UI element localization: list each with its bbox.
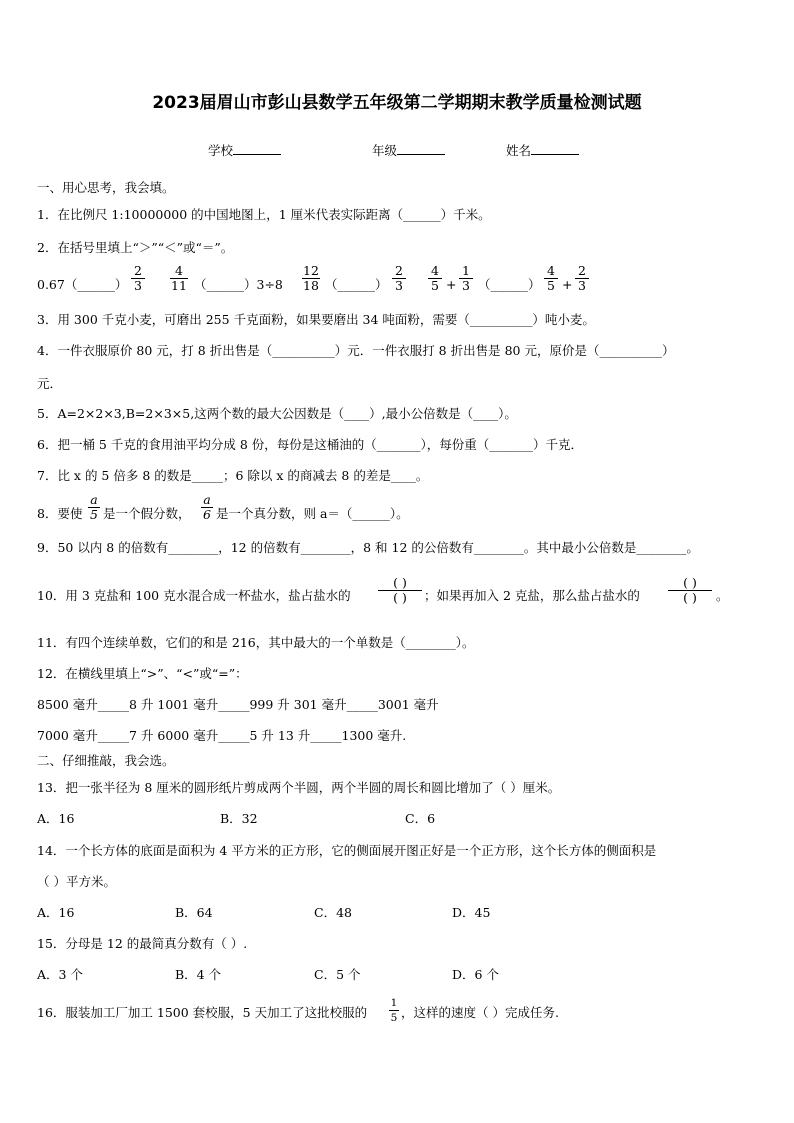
q14-option-c[interactable]: C．48 <box>314 905 352 920</box>
fraction: $\frac{12}{18}$ <box>303 263 319 293</box>
question-5: 5．A=2×2×3,B=2×3×5,这两个数的最大公因数是（____）,最小公倍数是（____）。 <box>37 406 517 421</box>
question-12: 12．在横线里填上“>”、“<”或“=”： <box>37 666 248 681</box>
q14-option-b[interactable]: B．64 <box>175 905 213 920</box>
question-13: 13．把一张半径为 8 厘米的圆形纸片剪成两个半圆，两个半圆的周长和圆比增加了（ ）厘米。 <box>37 780 561 795</box>
page-title: 2023届眉山市彭山县数学五年级第二学期期末教学质量检测试题 <box>152 93 642 113</box>
name-field: 姓名 <box>506 141 579 159</box>
blank-fraction[interactable]: ( ) ( ) <box>668 576 712 605</box>
plus-sign: + <box>446 277 457 292</box>
question-12-row-1: 8500 毫升_____8 升 1001 毫升_____999 升 301 毫升_____3001 毫升 <box>37 697 439 712</box>
q13-option-b[interactable]: B．32 <box>220 811 258 826</box>
fraction: $\frac{4}{11}$ <box>171 263 187 293</box>
grade-blank[interactable] <box>397 142 445 155</box>
q15-option-c[interactable]: C．5 个 <box>314 967 361 982</box>
q15-option-a[interactable]: A．3 个 <box>37 967 83 982</box>
question-2: 2．在括号里填上“＞”“＜”或“＝”。 <box>37 240 234 255</box>
fraction: $\frac{1}{5}$ <box>390 997 398 1024</box>
question-9: 9．50 以内 8 的倍数有________，12 的倍数有________，8 和 12 的公倍数有________。其中最小公倍数是________。 <box>37 540 699 555</box>
question-6: 6．把一桶 5 千克的食用油平均分成 8 份，每份是这桶油的（_______），每份重（_______）千克． <box>37 437 584 452</box>
fraction: $\frac{2}{3}$ <box>575 264 589 293</box>
fraction: $\frac{1}{3}$ <box>459 264 473 293</box>
q14-option-d[interactable]: D．45 <box>452 905 491 920</box>
fraction: $\frac{4}{5}$ <box>544 264 558 293</box>
question-14: 14．一个长方体的底面是面积为 4 平方米的正方形，它的侧面展开图正好是一个正方形，这个长方体的侧面积是 <box>37 843 657 858</box>
q15-option-d[interactable]: D．6 个 <box>452 967 499 982</box>
q2-item-a: 0.67（______） <box>37 277 128 292</box>
fraction: $\frac{4}{5}$ <box>428 264 442 293</box>
question-4-cont: 元． <box>37 376 63 391</box>
plus-sign: + <box>562 277 573 292</box>
q2-item-b: （______）3÷8 <box>194 277 283 292</box>
name-blank[interactable] <box>531 142 579 155</box>
school-blank[interactable] <box>233 142 281 155</box>
q2-item-c: （______） <box>325 277 388 292</box>
grade-field: 年级 <box>372 141 445 159</box>
question-7: 7．比 x 的 5 倍多 8 的数是_____；6 除以 x 的商减去 8 的差是____。 <box>37 468 429 483</box>
fraction: $\frac{2}{3}$ <box>131 264 145 293</box>
question-3: 3．用 300 千克小麦，可磨出 255 千克面粉，如果要磨出 34 吨面粉，需要（__________）吨小麦。 <box>37 312 595 327</box>
question-11: 11．有四个连续单数，它们的和是 216，其中最大的一个单数是（________）。 <box>37 635 475 650</box>
section-1-heading: 一、用心思考，我会填。 <box>37 180 175 195</box>
school-field: 学校 <box>208 141 281 159</box>
question-12-row-2: 7000 毫升_____7 升 6000 毫升_____5 升 13 升_____1300 毫升. <box>37 728 407 743</box>
q13-option-c[interactable]: C．6 <box>405 811 436 826</box>
question-14-cont: （ ）平方米。 <box>37 874 116 889</box>
question-15: 15．分母是 12 的最简真分数有（ ）. <box>37 936 248 951</box>
q2-item-d: （______） <box>478 277 541 292</box>
question-4: 4．一件衣服原价 80 元，打 8 折出售是（__________）元．一件衣服打 8 折出售是 80 元，原价是（__________） <box>37 343 675 358</box>
q14-option-a[interactable]: A．16 <box>37 905 75 920</box>
fraction: $\frac{2}{3}$ <box>392 264 406 293</box>
question-1: 1．在比例尺 1:10000000 的中国地图上，1 厘米代表实际距离（______）千米。 <box>37 207 491 222</box>
section-2-heading: 二、仔细推敲，我会选。 <box>37 753 175 768</box>
q15-option-b[interactable]: B．4 个 <box>175 967 222 982</box>
exam-page: 2023届眉山市彭山县数学五年级第二学期期末教学质量检测试题 学校 年级 姓名 一、用心思考，我会填。 1．在比例尺 1:10000000 的中国地图上，1 厘米代表实际距离（______）千米。 2．在括号里填上“＞”“＜”或“＝”。 0.67（______） $\frac{2}{3}$ $\frac{4}{11}$ （______）3÷8 $\frac{12}{18}$ （______） $\frac{2}{3}$ $\frac{4}{5}$ + $\frac{1}{3}$ （______） $\frac{4}{5}$ + $\frac{2}{3}$ 3．用 300 千克小麦，可磨出 255 千克面粉，如果要磨出 34 吨面粉，需要（__________）吨小麦。 4．一件衣服原价 80 元，打 8 折出售是（__________）元．一件衣服打 8 折出售是 80 元，原价是（__________） 元． 5．A=2×2×3,B=2×3×5,这两个数的最大公因数是（____）,最小公倍数是（____）。 6．把一桶 5 千克的食用油平均分成 8 份，每份是这桶油的（_______），每份重（_______）千克． 7．比 x 的 5 倍多 8 的数是_____；6 除以 x 的商减去 8 的差是____。 8．要使 $\frac{a}{5}$ 是一个假分数， $\frac{a}{6}$ 是一个真分数，则 a＝（______）。 9．50 以内 8 的倍数有________，12 的倍数有________，8 和 12 的公倍数有________。其中最小公倍数是________。 10．用 3 克盐和 100 克水混合成一杯盐水，盐占盐水的 ( ) ( ) ；如果再加入 2 克盐，那么盐占盐水的 ( ) ( ) 。 11．有四个连续单数，它们的和是 216，其中最大的一个单数是（________）。 12．在横线里填上“>”、“<”或“=”： 8500 毫升_____8 升 1001 毫升_____999 升 301 毫升_____3001 毫升 7000 毫升_____7 升 6000 毫升_____5 升 13 升_____1300 毫升. 二、仔细推敲，我会选。 13．把一张半径为 8 厘米的圆形纸片剪成两个半圆，两个半圆的周长和圆比增加了（ ）厘米。 A．16 B．32 C．6 14．一个长方体的底面是面积为 4 平方米的正方形，它的侧面展开图正好是一个正方形，这个长方体的侧面积是 （ ）平方米。 A．16 B．64 C．48 D．45 15．分母是 12 的最简真分数有（ ）. A．3 个 B．4 个 C．5 个 D．6 个 16．服装加工厂加工 1500 套校服，5 天加工了这批校服的 $\frac{1}{5}$ ，这样的速度（ ）完成任务. <box>0 0 794 1123</box>
fraction: $\frac{a}{6}$ <box>201 493 213 522</box>
fraction: $\frac{a}{5}$ <box>88 493 100 522</box>
q13-option-a[interactable]: A．16 <box>37 811 75 826</box>
blank-fraction[interactable]: ( ) ( ) <box>378 576 422 605</box>
